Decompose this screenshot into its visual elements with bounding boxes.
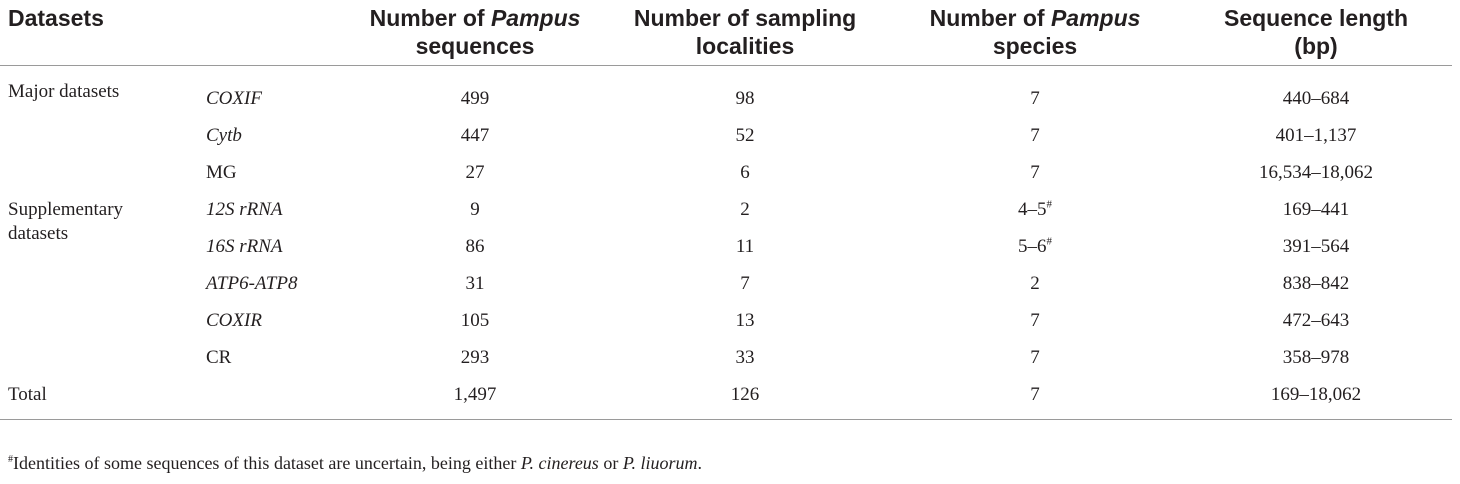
row-species	[890, 154, 1180, 191]
header-sequences-genus: Pampus	[490, 5, 581, 31]
row-species-value: 7	[1030, 346, 1040, 368]
row-species-value: 7	[1030, 87, 1040, 109]
row-species-value: 2	[1030, 272, 1040, 294]
footnote-text-b: or	[598, 453, 623, 473]
table-row	[0, 228, 1452, 265]
header-localities-line2: localities	[695, 33, 795, 59]
row-species	[890, 339, 1180, 376]
table-row	[0, 191, 1452, 228]
row-localities: 33	[735, 346, 755, 368]
row-dataset-name: 16S rRNA	[206, 235, 283, 257]
row-localities: 98	[735, 87, 755, 109]
row-sequences: 447	[460, 124, 490, 146]
footnote-species-a: P. cinereus	[520, 453, 599, 473]
header-length-line2: (bp)	[1294, 33, 1338, 59]
row-localities: 52	[735, 124, 755, 146]
row-dataset-name: COXIF	[206, 87, 262, 109]
footnote-text-a: Identities of some sequences of this dataset are uncertain, being either	[13, 453, 521, 473]
total-species: 7	[890, 376, 1180, 420]
group-supplementary-label	[0, 191, 190, 376]
row-species-note: #	[1046, 235, 1053, 248]
row-sequences: 31	[465, 272, 485, 294]
row-species	[890, 66, 1180, 118]
row-length: 169–441	[1282, 198, 1350, 220]
row-species-value: 4–5	[1018, 198, 1047, 220]
row-sequences: 105	[460, 309, 490, 331]
header-localities	[600, 0, 890, 66]
row-length: 391–564	[1282, 235, 1350, 257]
header-species-pre: Number of	[929, 5, 1045, 31]
table-row	[0, 154, 1452, 191]
total-row	[0, 376, 1452, 420]
row-sequences: 9	[470, 198, 480, 220]
row-localities: 13	[735, 309, 755, 331]
header-length	[1180, 0, 1452, 66]
row-species-value: 7	[1030, 309, 1040, 331]
row-length: 838–842	[1282, 272, 1350, 294]
row-species-value: 5–6	[1018, 235, 1047, 257]
row-species	[890, 228, 1180, 265]
row-species	[890, 302, 1180, 339]
table-row	[0, 339, 1452, 376]
row-length: 16,534–18,062	[1259, 161, 1374, 183]
row-dataset-name: CR	[206, 346, 232, 368]
row-species	[890, 117, 1180, 154]
header-species	[890, 0, 1180, 66]
row-localities: 7	[740, 272, 750, 294]
header-sequences	[350, 0, 600, 66]
row-species	[890, 191, 1180, 228]
row-dataset-name: COXIR	[206, 309, 262, 331]
group-supplementary-line1: Supplementary	[8, 199, 124, 220]
header-sequences-pre: Number of	[369, 5, 485, 31]
row-dataset-name: ATP6-ATP8	[206, 272, 298, 294]
header-datasets: Datasets	[0, 0, 350, 66]
header-localities-line1: Number of sampling	[633, 5, 857, 31]
row-localities: 2	[740, 198, 750, 220]
row-length: 358–978	[1282, 346, 1350, 368]
row-length: 472–643	[1282, 309, 1350, 331]
total-sequences: 1,497	[350, 376, 600, 420]
row-localities: 11	[735, 235, 755, 257]
header-row	[0, 0, 1452, 66]
row-dataset-name: Cytb	[206, 124, 242, 146]
total-label: Total	[0, 376, 190, 420]
group-major-label: Major datasets	[8, 81, 120, 102]
header-species-post: species	[992, 33, 1078, 59]
header-sequences-post: sequences	[415, 33, 535, 59]
row-species-note: #	[1046, 198, 1053, 211]
table-row	[0, 265, 1452, 302]
footnote-mark: #	[8, 454, 13, 465]
header-length-line1: Sequence length	[1223, 5, 1409, 31]
row-sequences: 499	[460, 87, 490, 109]
row-sequences: 27	[465, 161, 485, 183]
footnote-species-b: P. liuorum	[622, 453, 698, 473]
total-length: 169–18,062	[1180, 376, 1452, 420]
header-species-genus: Pampus	[1050, 5, 1141, 31]
group-supplementary-line2: datasets	[8, 223, 69, 244]
table-row	[0, 302, 1452, 339]
total-localities: 126	[600, 376, 890, 420]
row-dataset-name: MG	[206, 161, 237, 183]
row-sequences: 86	[465, 235, 485, 257]
table-row	[0, 117, 1452, 154]
row-localities: 6	[740, 161, 750, 183]
row-species-value: 7	[1030, 124, 1040, 146]
row-sequences: 293	[460, 346, 490, 368]
total-empty-cell	[190, 376, 350, 420]
table-footnote	[8, 452, 702, 474]
row-length: 440–684	[1282, 87, 1350, 109]
row-species	[890, 265, 1180, 302]
row-length: 401–1,137	[1275, 124, 1357, 146]
table-row	[0, 66, 1452, 118]
row-dataset-name: 12S rRNA	[206, 198, 283, 220]
footnote-text-c: .	[697, 453, 703, 473]
row-species-value: 7	[1030, 161, 1040, 183]
